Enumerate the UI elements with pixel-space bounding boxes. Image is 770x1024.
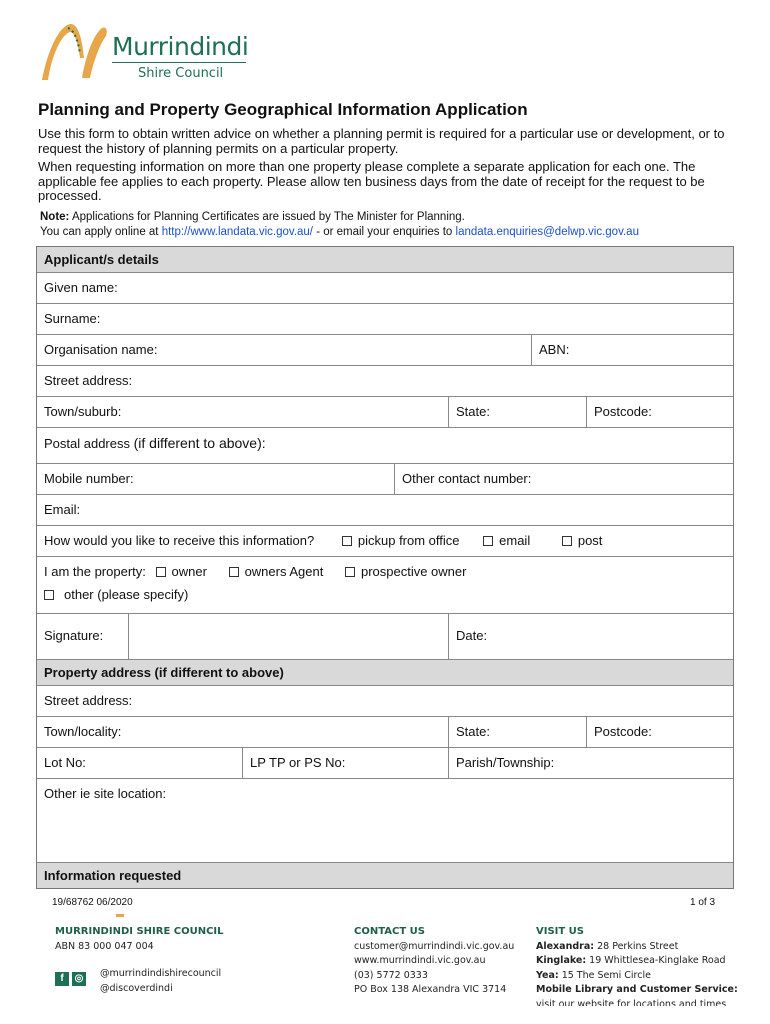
given-name-row: [37, 273, 733, 304]
checkbox-icon[interactable]: [562, 536, 572, 546]
email-row: [37, 495, 733, 526]
footer-visit-1-addr: 28 Perkins Street: [594, 940, 679, 952]
lot-row: [37, 748, 733, 779]
applicant-section-header: Applicant/s details: [37, 247, 733, 273]
postal-label: Postal address: [44, 436, 134, 451]
organisation-row: [37, 335, 733, 366]
footer-social-1: @murrindindishirecouncil: [100, 968, 222, 979]
note-label: Note:: [40, 211, 70, 223]
town-field[interactable]: Town/suburb:: [37, 397, 449, 427]
property-section-header: Property address (if different to above): [37, 660, 733, 686]
option-prospective-label: prospective owner: [360, 564, 467, 579]
footer-contact: [354, 925, 514, 998]
site-location-field[interactable]: Other ie site location:: [44, 786, 167, 801]
option-post[interactable]: [562, 533, 603, 548]
page-title: Planning and Property Geographical Information Application: [38, 100, 528, 119]
abn-field[interactable]: ABN:: [539, 342, 570, 357]
option-pickup-label: pickup from office: [357, 533, 460, 548]
option-pickup[interactable]: [342, 533, 460, 548]
parish-field[interactable]: Parish/Township:: [456, 755, 555, 770]
footer-visit-3: [536, 969, 766, 984]
footer-contact-po: PO Box 138 Alexandra VIC 3714: [354, 984, 507, 995]
option-post-label: post: [577, 533, 603, 548]
option-owner[interactable]: [156, 564, 207, 579]
intro-text: [38, 127, 738, 208]
organisation-field[interactable]: Organisation name:: [37, 335, 532, 365]
footer-visit-5-text: visit our website for locations and times: [536, 998, 727, 1006]
other-contact-field[interactable]: Other contact number:: [402, 471, 532, 486]
option-prospective[interactable]: [345, 564, 467, 579]
signature-label: Signature:: [37, 614, 129, 659]
logo-name: Murrindindi: [112, 32, 249, 61]
footer-visit-4: [536, 983, 766, 998]
receive-question: How would you like to receive this information?: [44, 533, 315, 548]
logo-sub: Shire Council: [138, 66, 224, 81]
street-field[interactable]: Street address:: [44, 373, 133, 388]
note-block: [40, 210, 639, 240]
property-street-field[interactable]: Street address:: [44, 693, 133, 708]
lp-field[interactable]: LP TP or PS No:: [243, 748, 449, 778]
postal-field[interactable]: [37, 428, 733, 463]
page-number: 1 of 3: [690, 897, 716, 908]
footer-visit-2-addr: 19 Whittlesea-Kinglake Road: [586, 955, 726, 966]
footer-contact-phone: (03) 5772 0333: [354, 969, 428, 981]
checkbox-icon[interactable]: [342, 536, 352, 546]
social-icons: [55, 972, 86, 986]
date-field[interactable]: Date:: [456, 628, 488, 643]
town-row: [37, 397, 733, 428]
footer-contact-web[interactable]: www.murrindindi.vic.gov.au: [354, 955, 486, 966]
intro-paragraph-2: When requesting information on more than one property please complete a separate application for each one. The applicable fee applies to each property. Please allow ten business days from the date of receipt for the request to be processed.: [38, 159, 705, 203]
logo-rule: [112, 62, 246, 63]
note-line-2-mid: - or email your enquiries to: [316, 226, 456, 238]
surname-field[interactable]: Surname:: [44, 311, 101, 326]
lot-field[interactable]: Lot No:: [37, 748, 243, 778]
footer-council: [55, 925, 224, 954]
surname-row: [37, 304, 733, 335]
option-agent-label: owners Agent: [244, 564, 324, 579]
footer-contact-title: CONTACT US: [354, 926, 425, 937]
checkbox-icon[interactable]: [44, 590, 54, 600]
intro-paragraph-1: Use this form to obtain written advice on whether a planning permit is required for a particular use or development, or to request the history of planning permits on a particular property.: [38, 126, 725, 156]
council-logo: [38, 18, 258, 88]
iam-field: [37, 557, 733, 613]
footer-visit-3-addr: 15 The Semi Circle: [558, 969, 651, 981]
checkbox-icon[interactable]: [483, 536, 493, 546]
option-other[interactable]: [44, 583, 726, 606]
option-email-label: email: [499, 533, 531, 548]
note-line-1: Applications for Planning Certificates are issued by The Minister for Planning.: [69, 211, 465, 223]
receive-row: [37, 526, 733, 557]
postcode-field[interactable]: Postcode:: [594, 404, 652, 419]
footer-visit-5: [536, 998, 766, 1006]
option-email[interactable]: [483, 533, 530, 548]
footer-contact-email[interactable]: customer@murrindindi.vic.gov.au: [354, 940, 515, 952]
option-other-label: other (please specify): [64, 587, 189, 602]
iam-label: I am the property:: [44, 564, 146, 579]
instagram-icon[interactable]: ◎: [72, 972, 86, 986]
property-town-field[interactable]: Town/locality:: [37, 717, 449, 747]
option-agent[interactable]: [229, 564, 324, 579]
facebook-icon[interactable]: f: [55, 972, 69, 986]
given-name-field[interactable]: Given name:: [44, 280, 118, 295]
footer-accent: [116, 914, 124, 917]
site-location-row: [37, 779, 733, 863]
checkbox-icon[interactable]: [345, 567, 355, 577]
application-form: [36, 246, 734, 889]
property-state-field[interactable]: State:: [449, 717, 587, 747]
footer-abn: ABN 83 000 047 004: [55, 940, 154, 952]
signature-box[interactable]: [129, 614, 449, 659]
footer-visit-1-place: Alexandra:: [536, 940, 595, 952]
footer-visit-2: [536, 954, 766, 969]
postal-note: (if different to above):: [133, 435, 266, 451]
option-owner-label: owner: [171, 564, 207, 579]
footer-visit: [536, 925, 766, 1006]
footer-social: [100, 967, 221, 996]
state-field[interactable]: State:: [449, 397, 587, 427]
property-town-row: [37, 717, 733, 748]
receive-field: [37, 526, 733, 556]
footer-visit-title: VISIT US: [536, 926, 585, 937]
postal-row: [37, 428, 733, 464]
footer-visit-3-place: Yea:: [536, 969, 559, 981]
footer-visit-4-place: Mobile Library and Customer Service:: [536, 984, 738, 995]
landata-email-link[interactable]: landata.enquiries@delwp.vic.gov.au: [455, 226, 639, 238]
footer-social-2: @discoverdindi: [100, 982, 173, 994]
property-street-row: [37, 686, 733, 717]
footer-visit-2-place: Kinglake:: [536, 955, 587, 966]
checkbox-icon[interactable]: [156, 567, 166, 577]
info-section-header: Information requested: [37, 863, 733, 888]
footer-visit-1: [536, 940, 766, 955]
signature-row: [37, 614, 733, 660]
checkbox-icon[interactable]: [229, 567, 239, 577]
form-code: 19/68762 06/2020: [52, 897, 133, 908]
landata-link[interactable]: http://www.landata.vic.gov.au/: [161, 226, 317, 238]
mobile-field[interactable]: Mobile number:: [37, 464, 395, 494]
property-postcode-field[interactable]: Postcode:: [594, 724, 652, 739]
note-line-2-prefix: You can apply online at: [40, 226, 162, 238]
iam-row: [37, 557, 733, 614]
mobile-row: [37, 464, 733, 495]
street-row: [37, 366, 733, 397]
email-field[interactable]: Email:: [44, 502, 81, 517]
footer-council-title: MURRINDINDI SHIRE COUNCIL: [55, 926, 224, 937]
boomerang-logo-icon: [38, 18, 110, 84]
